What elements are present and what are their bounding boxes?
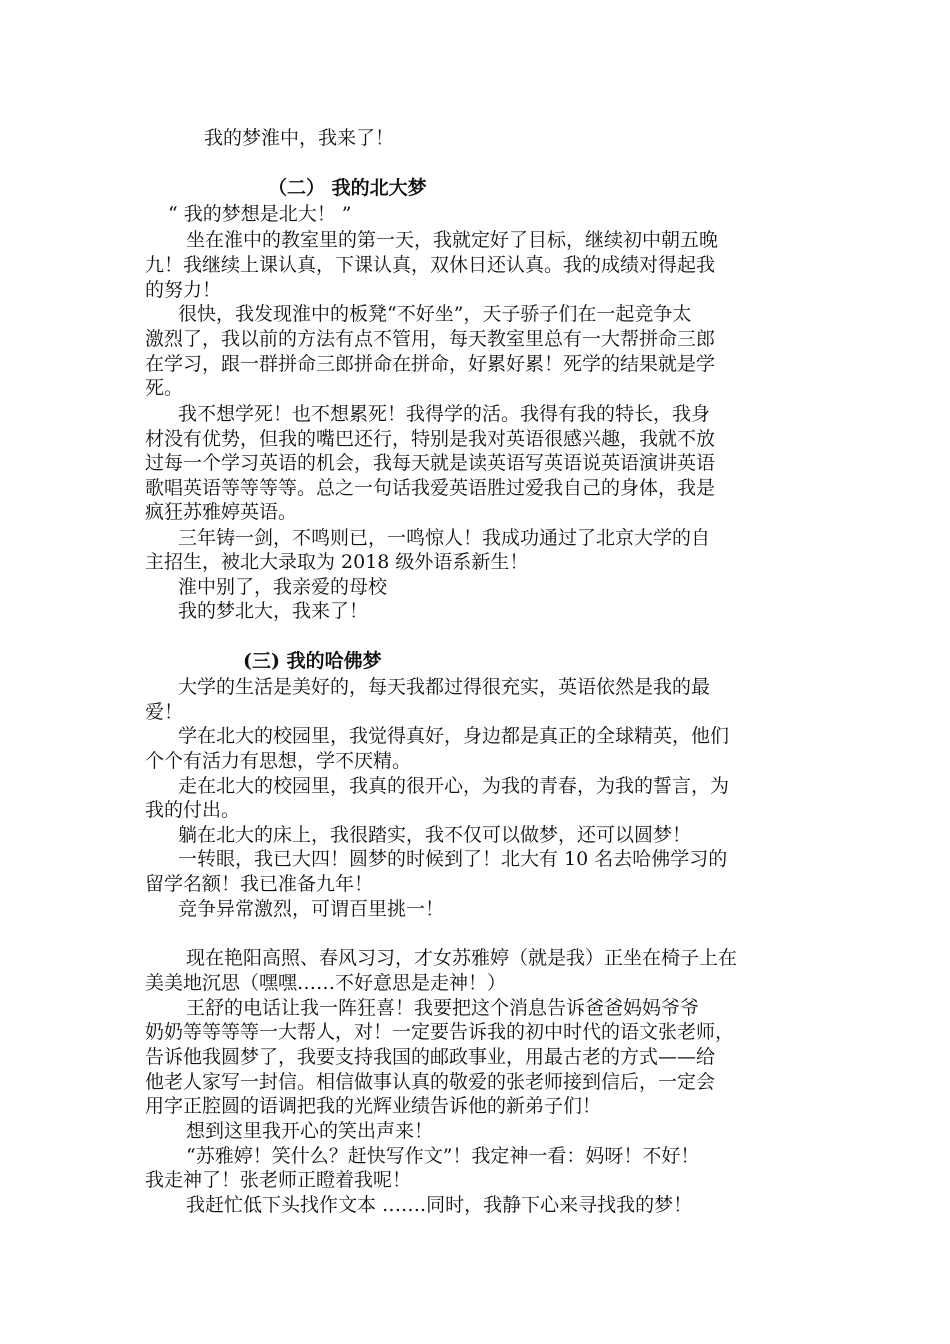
paragraph-line: 美美地沉思（嘿嘿……不好意思是走神！） xyxy=(145,972,507,994)
paragraph-line: 我的梦淮中，我来了！ xyxy=(204,127,395,149)
paragraph-line: 的努力！ xyxy=(145,279,222,301)
paragraph-line: 我赶忙低下头找作文本 …….同时，我静下心来寻找我的梦！ xyxy=(186,1194,693,1216)
paragraph-line: 激烈了，我以前的方法有点不管用，每天教室里总有一大帮拼命三郎 xyxy=(145,328,716,350)
paragraph-line: 九！我继续上课认真，下课认真，双休日还认真。我的成绩对得起我 xyxy=(145,254,716,276)
paragraph-line: 在学习，跟一群拼命三郎拼命在拼命，好累好累！死学的结果就是学 xyxy=(145,353,716,375)
paragraph-line: “苏雅婷！笑什么？赶快写作文”！我定神一看：妈呀！不好！ xyxy=(186,1145,700,1167)
paragraph-line: 王舒的电话让我一阵狂喜！我要把这个消息告诉爸爸妈妈爷爷 xyxy=(186,997,700,1019)
paragraph-line: 用字正腔圆的语调把我的光辉业绩告诉他的新弟子们！ xyxy=(145,1095,602,1117)
paragraph-line: 躺在北大的床上，我很踏实，我不仅可以做梦，还可以圆梦！ xyxy=(178,824,692,846)
paragraph-line: 个个有活力有思想，学不厌精。 xyxy=(145,750,412,772)
paragraph-line: 学在北大的校园里，我觉得真好，身边都是真正的全球精英，他们 xyxy=(178,725,730,747)
paragraph-line: 我的梦北大，我来了！ xyxy=(178,600,369,622)
paragraph-line: 他老人家写一封信。相信做事认真的敬爱的张老师接到信后，一定会 xyxy=(145,1071,716,1093)
paragraph-line: 材没有优势，但我的嘴巴还行，特别是我对英语很感兴趣，我就不放 xyxy=(145,428,716,450)
paragraph-line: 死。 xyxy=(145,377,184,399)
paragraph-line: 留学名额！我已准备九年！ xyxy=(145,873,374,895)
paragraph-line: 走在北大的校园里，我真的很开心，为我的青春，为我的誓言，为 xyxy=(178,775,730,797)
paragraph-line: 疯狂苏雅婷英语。 xyxy=(145,501,298,523)
paragraph-line: 三年铸一剑，不鸣则已，一鸣惊人！我成功通过了北京大学的自 xyxy=(178,527,711,549)
paragraph-line: 我的付出。 xyxy=(145,799,241,821)
paragraph-line: 很快，我发现淮中的板凳“不好坐”，天子骄子们在一起竞争太 xyxy=(178,303,692,325)
paragraph-line: 奶奶等等等等一大帮人，对！一定要告诉我的初中时代的语文张老师， xyxy=(145,1021,735,1043)
paragraph-line: 我走神了！张老师正瞪着我呢！ xyxy=(145,1169,412,1191)
paragraph-line: 告诉他我圆梦了，我要支持我国的邮政事业，用最古老的方式——给 xyxy=(145,1046,716,1068)
paragraph-line: 我不想学死！也不想累死！我得学的活。我得有我的特长，我身 xyxy=(178,403,711,425)
paragraph-line: 想到这里我开心的笑出声来！ xyxy=(186,1120,434,1142)
paragraph-line: “ 我的梦想是北大！ ” xyxy=(168,203,352,225)
section-heading: (三) 我的哈佛梦 xyxy=(243,650,382,672)
paragraph-line: 大学的生活是美好的，每天我都过得很充实，英语依然是我的最 xyxy=(178,676,711,698)
paragraph-line: 爱！ xyxy=(145,701,184,723)
paragraph-line: 竞争异常激烈，可谓百里挑一！ xyxy=(178,898,445,920)
paragraph-line: 主招生，被北大录取为 2018 级外语系新生！ xyxy=(145,551,529,573)
paragraph-line: 歌唱英语等等等等。总之一句话我爱英语胜过爱我自己的身体，我是 xyxy=(145,477,716,499)
section-heading: （二） 我的北大梦 xyxy=(268,177,427,199)
paragraph-line: 一转眼，我已大四！圆梦的时候到了！北大有 10 名去哈佛学习的 xyxy=(178,848,728,870)
paragraph-line: 坐在淮中的教室里的第一天，我就定好了目标，继续初中朝五晚 xyxy=(186,229,719,251)
paragraph-line: 淮中别了，我亲爱的母校 xyxy=(178,576,388,598)
paragraph-line: 现在艳阳高照、春风习习，才女苏雅婷（就是我）正坐在椅子上在 xyxy=(186,947,738,969)
paragraph-line: 过每一个学习英语的机会，我每天就是读英语写英语说英语演讲英语 xyxy=(145,452,716,474)
